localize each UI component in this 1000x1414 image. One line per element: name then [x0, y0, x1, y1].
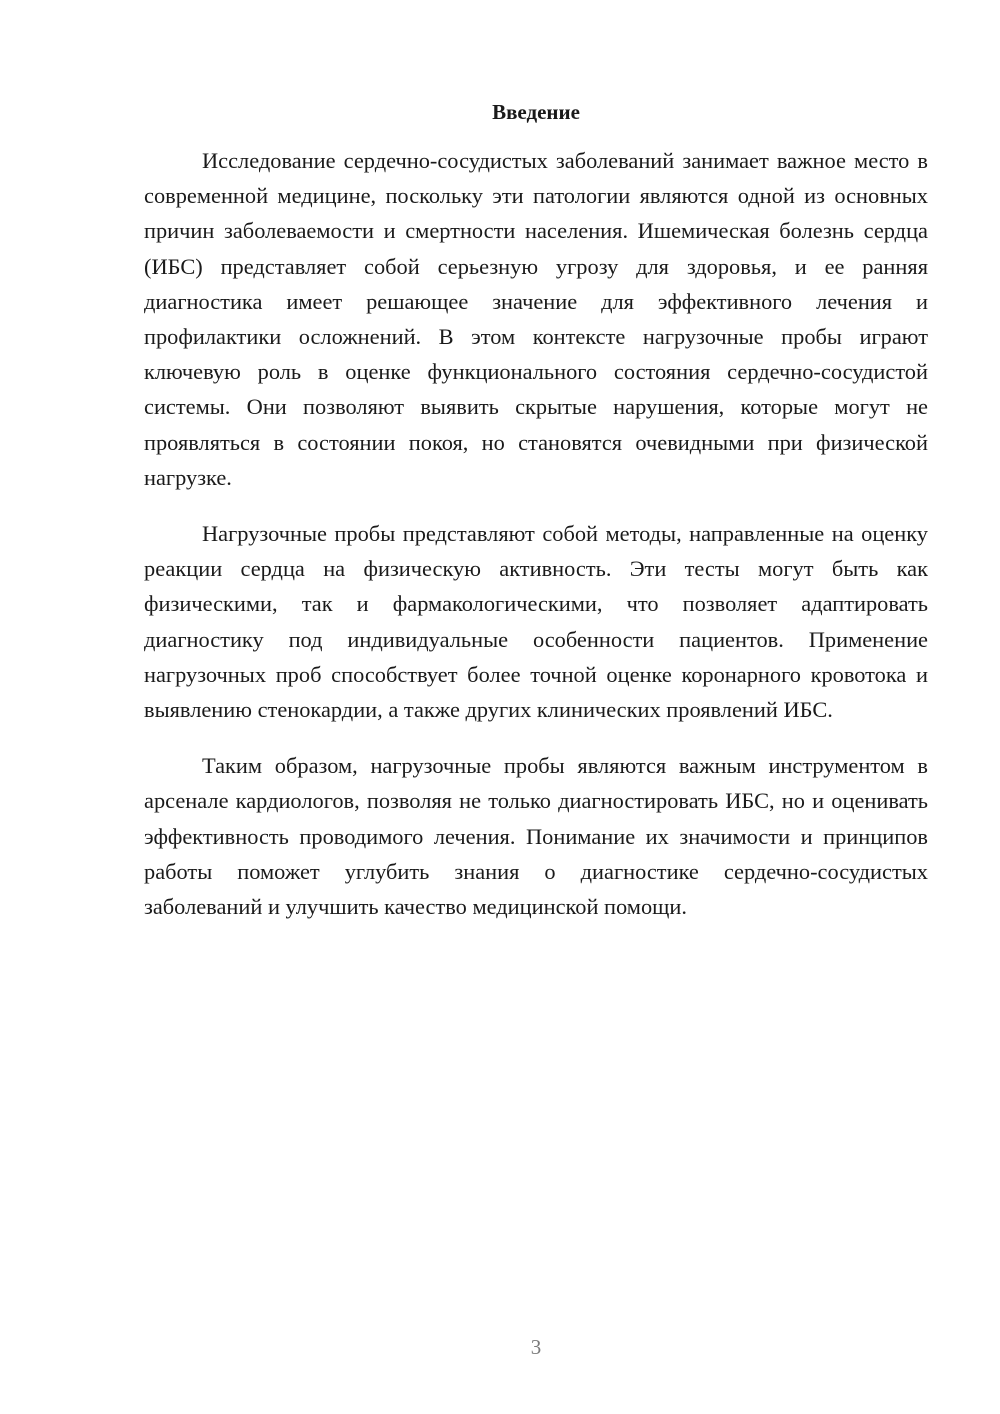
- page-number: 3: [530, 1335, 542, 1359]
- paragraph-3: Таким образом, нагрузочные пробы являются важным инструментом в арсенале кардиологов, позволяя не только диагностировать ИБС, но и оценивать эффективность проводимого лечения. Понимание их значимости и принципов работы поможет углубить знания о диагностике сердечно-сосудистых заболеваний и улучшить качество медицинской помощи.: [144, 753, 928, 920]
- paragraph-2: Нагрузочные пробы представляют собой методы, направленные на оценку реакции сердца на физическую активность. Эти тесты могут быть как физическими, так и фармакологическими, что позволяет адаптировать диагностику под индивидуальные особенности пациентов. Применение нагрузочных проб способствует более точной оценке коронарного кровотока и выявлению стенокардии, а также других клинических проявлений ИБС.: [144, 521, 928, 723]
- body-text: [144, 143, 928, 945]
- section-heading: Введение: [492, 100, 580, 124]
- paragraph-1: Исследование сердечно-сосудистых заболеваний занимает важное место в современной медицине, поскольку эти патологии являются одной из основных причин заболеваемости и смертности населения. Ишемическая болезнь сердца (ИБС) представляет собой серьезную угрозу для здоровья, и ее ранняя диагностика имеет решающее значение для эффективного лечения и профилактики осложнений. В этом контексте нагрузочные пробы играют ключевую роль в оценке функционального состояния сердечно-сосудистой системы. Они позволяют выявить скрытые нарушения, которые могут не проявляться в состоянии покоя, но становятся очевидными при физической нагрузке.: [144, 148, 928, 490]
